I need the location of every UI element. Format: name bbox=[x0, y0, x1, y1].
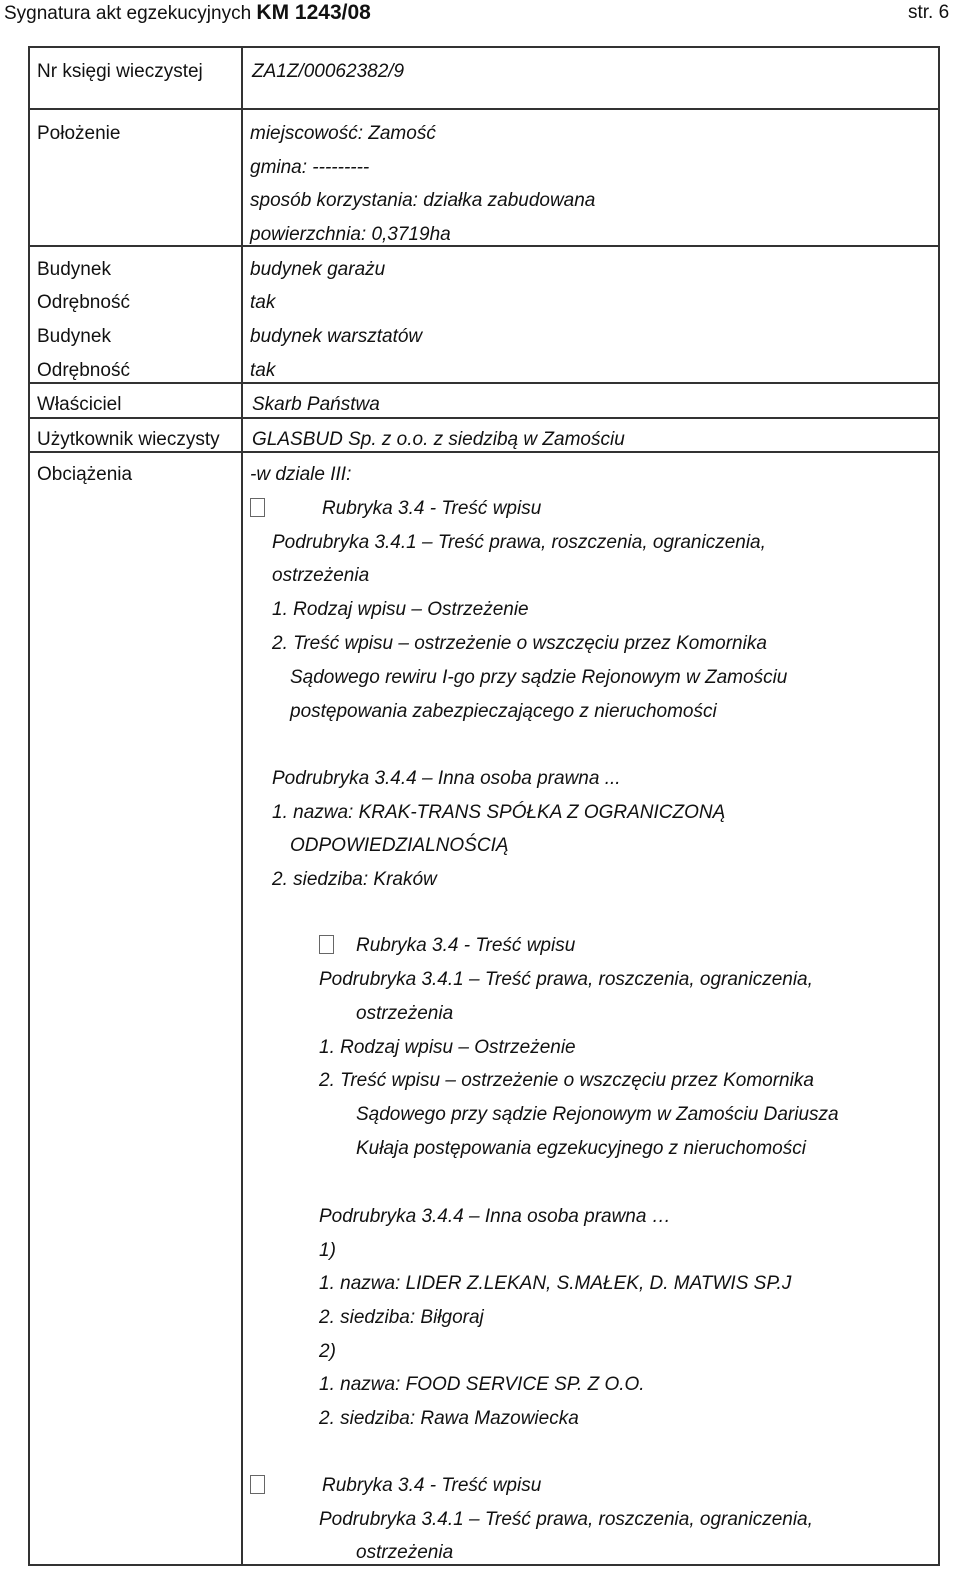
entry-content: 2. Treść wpisu – ostrzeżenie o wszczęciu przez Komornika bbox=[272, 633, 767, 654]
value-uzytkownik: GLASBUD Sp. z o.o. z siedzibą w Zamościu bbox=[252, 429, 625, 450]
polozenie-line: miejscowość: Zamość bbox=[250, 123, 436, 144]
rubryka-heading: Rubryka 3.4 - Treść wpisu bbox=[322, 498, 542, 519]
entry-type: 1. Rodzaj wpisu – Ostrzeżenie bbox=[319, 1037, 576, 1058]
label-odrebnosc: Odrębność bbox=[37, 292, 130, 313]
value-budynek: budynek warsztatów bbox=[250, 326, 423, 347]
entity-name-cont: ODPOWIEDZIALNOŚCIĄ bbox=[290, 835, 509, 856]
entry-content-line: Kułaja postępowania egzekucyjnego z nieruchomości bbox=[356, 1138, 806, 1159]
entity-seat: 2. siedziba: Kraków bbox=[272, 869, 437, 890]
checkbox-icon bbox=[250, 1475, 265, 1494]
party-number: 1) bbox=[319, 1240, 336, 1261]
value-wlasciciel: Skarb Państwa bbox=[252, 394, 380, 415]
rubryka-heading: Rubryka 3.4 - Treść wpisu bbox=[322, 1475, 542, 1496]
podrubryka-heading: Podrubryka 3.4.1 – Treść prawa, roszczenia, ograniczenia, bbox=[319, 969, 813, 990]
page-number: str. 6 bbox=[908, 2, 950, 23]
checkbox-icon bbox=[319, 935, 334, 954]
entry-type: 1. Rodzaj wpisu – Ostrzeżenie bbox=[272, 599, 529, 620]
label-odrebnosc: Odrębność bbox=[37, 360, 130, 381]
label-obciazenia: Obciążenia bbox=[37, 464, 133, 485]
value-budynek: budynek garażu bbox=[250, 259, 386, 280]
document-header bbox=[4, 2, 371, 25]
polozenie-line: powierzchnia: 0,3719ha bbox=[250, 224, 451, 245]
podrubryka-heading: Podrubryka 3.4.1 – Treść prawa, roszczenia, ograniczenia, bbox=[272, 532, 766, 553]
entity-name: 1. nazwa: LIDER Z.LEKAN, S.MAŁEK, D. MATWIS SP.J bbox=[319, 1273, 792, 1294]
row-divider bbox=[28, 245, 940, 247]
value-odrebnosc: tak bbox=[250, 360, 276, 381]
label-polozenie: Położenie bbox=[37, 123, 121, 144]
podrubryka-heading: Podrubryka 3.4.4 – Inna osoba prawna ... bbox=[272, 768, 621, 789]
value-kw: ZA1Z/00062382/9 bbox=[252, 61, 405, 82]
row-divider bbox=[28, 382, 940, 384]
podrubryka-cont: ostrzeżenia bbox=[356, 1542, 454, 1563]
entry-content-line: Sądowego przy sądzie Rejonowym w Zamościu Dariusza bbox=[356, 1104, 839, 1125]
table-column-divider bbox=[241, 46, 243, 1566]
row-divider bbox=[28, 451, 940, 453]
polozenie-line: gmina: --------- bbox=[250, 157, 370, 178]
entity-seat: 2. siedziba: Rawa Mazowiecka bbox=[319, 1408, 579, 1429]
podrubryka-cont: ostrzeżenia bbox=[356, 1003, 454, 1024]
row-divider bbox=[28, 108, 940, 110]
case-number: KM 1243/08 bbox=[256, 1, 371, 24]
obciazenia-intro: -w dziale III: bbox=[250, 464, 352, 485]
podrubryka-heading: Podrubryka 3.4.4 – Inna osoba prawna … bbox=[319, 1206, 671, 1227]
entry-content: 2. Treść wpisu – ostrzeżenie o wszczęciu przez Komornika bbox=[319, 1070, 814, 1091]
value-odrebnosc: tak bbox=[250, 292, 276, 313]
header-title: Sygnatura akt egzekucyjnych bbox=[4, 3, 252, 24]
podrubryka-heading: Podrubryka 3.4.1 – Treść prawa, roszczenia, ograniczenia, bbox=[319, 1509, 813, 1530]
entry-content-line: Sądowego rewiru I-go przy sądzie Rejonowym w Zamościu bbox=[290, 667, 788, 688]
podrubryka-cont: ostrzeżenia bbox=[272, 565, 370, 586]
rubryka-heading: Rubryka 3.4 - Treść wpisu bbox=[356, 935, 576, 956]
label-budynek: Budynek bbox=[37, 326, 111, 347]
label-kw: Nr księgi wieczystej bbox=[37, 61, 203, 82]
checkbox-icon bbox=[250, 498, 265, 517]
polozenie-line: sposób korzystania: działka zabudowana bbox=[250, 190, 596, 211]
label-wlasciciel: Właściciel bbox=[37, 394, 122, 415]
entity-name: 1. nazwa: FOOD SERVICE SP. Z O.O. bbox=[319, 1374, 645, 1395]
party-number: 2) bbox=[319, 1341, 336, 1362]
entity-name: 1. nazwa: KRAK-TRANS SPÓŁKA Z OGRANICZONĄ bbox=[272, 802, 726, 823]
label-uzytkownik: Użytkownik wieczysty bbox=[37, 429, 220, 450]
entry-content-line: postępowania zabezpieczającego z nieruchomości bbox=[290, 701, 717, 722]
row-divider bbox=[28, 417, 940, 419]
label-budynek: Budynek bbox=[37, 259, 111, 280]
entity-seat: 2. siedziba: Biłgoraj bbox=[319, 1307, 484, 1328]
